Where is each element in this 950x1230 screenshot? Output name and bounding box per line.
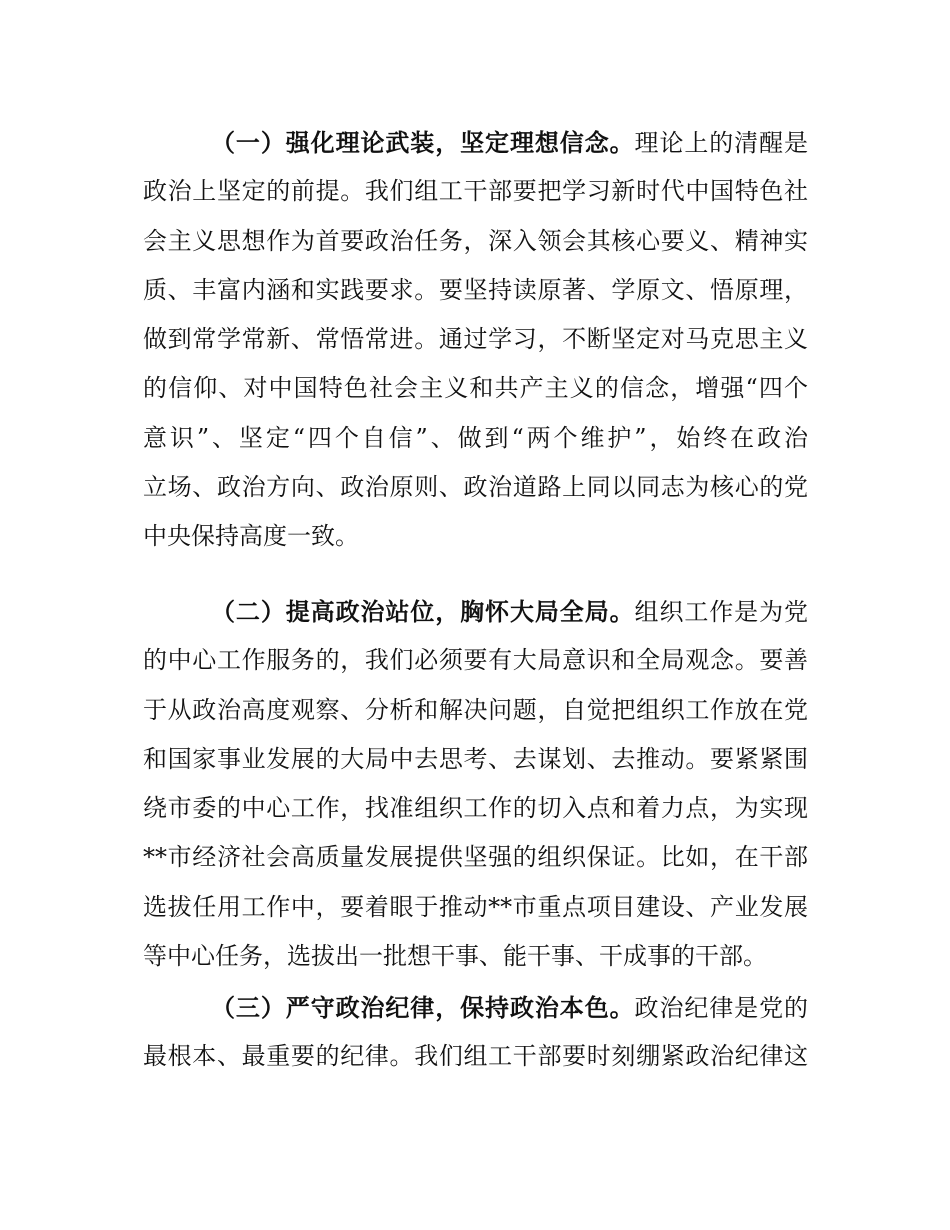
body-text: 绕市委的中心工作，找准组织工作的切入点和着力点，为实现 xyxy=(143,794,808,823)
body-text: 会主义思想作为首要政治任务，深入领会其核心要义、精神实 xyxy=(143,226,808,255)
body-text: **市经济社会高质量发展提供坚强的组织保证。比如，在干部 xyxy=(143,843,808,872)
body-text: 政治上坚定的前提。我们组工干部要把学习新时代中国特色社 xyxy=(143,177,808,206)
body-text: 中央保持高度一致。 xyxy=(143,522,359,551)
body-text: 的中心工作服务的，我们必须要有大局意识和全局观念。要善 xyxy=(143,646,808,675)
text-line xyxy=(143,217,808,266)
body-text: 理论上的清醒是 xyxy=(634,129,809,157)
body-text: 最根本、最重要的纪律。我们组工干部要时刻绷紧政治纪律这 xyxy=(143,1042,808,1071)
body-text: 和国家事业发展的大局中去思考、去谋划、去推动。要紧紧围 xyxy=(143,744,808,773)
text-line xyxy=(143,735,808,784)
body-text: 政治纪律是党的 xyxy=(634,994,809,1022)
text-line xyxy=(143,686,808,735)
body-text: 立场、政治方向、政治原则、政治道路上同以同志为核心的党 xyxy=(143,473,808,502)
paragraph xyxy=(143,118,808,562)
body-text: 组织工作是为党 xyxy=(634,598,809,626)
text-line xyxy=(143,883,808,932)
body-text: 意识”、坚定“四个自信”、做到“两个维护”，始终在政治 xyxy=(143,423,808,452)
text-line xyxy=(143,315,808,364)
body-text: 的信仰、对中国特色社会主义和共产主义的信念，增强“四个 xyxy=(143,374,808,403)
text-line xyxy=(143,364,808,413)
text-line xyxy=(143,983,808,1032)
text-line xyxy=(143,167,808,216)
text-line xyxy=(143,266,808,315)
body-text: 于从政治高度观察、分析和解决问题，自觉把组织工作放在党 xyxy=(143,695,808,724)
text-line xyxy=(143,414,808,463)
body-text: 质、丰富内涵和实践要求。要坚持读原著、学原文、悟原理， xyxy=(143,275,808,304)
text-line xyxy=(143,784,808,833)
text-line xyxy=(143,512,808,561)
text-line xyxy=(143,463,808,512)
text-line xyxy=(143,1032,808,1081)
body-text: 等中心任务，选拔出一批想干事、能干事、干成事的干部。 xyxy=(143,942,767,971)
text-line xyxy=(143,932,808,981)
text-line xyxy=(143,833,808,882)
text-line xyxy=(143,636,808,685)
section-heading: （二）提高政治站位，胸怀大局全局。 xyxy=(211,597,635,626)
body-text: 做到常学常新、常悟常进。通过学习，不断坚定对马克思主义 xyxy=(143,325,808,354)
paragraph xyxy=(143,587,808,981)
text-line xyxy=(143,118,808,167)
section-heading: （一）强化理论武装，坚定理想信念。 xyxy=(211,128,635,157)
paragraph xyxy=(143,983,808,1082)
body-text: 选拔任用工作中，要着眼于推动**市重点项目建设、产业发展 xyxy=(143,892,808,921)
text-line xyxy=(143,587,808,636)
section-heading: （三）严守政治纪律，保持政治本色。 xyxy=(211,993,635,1022)
